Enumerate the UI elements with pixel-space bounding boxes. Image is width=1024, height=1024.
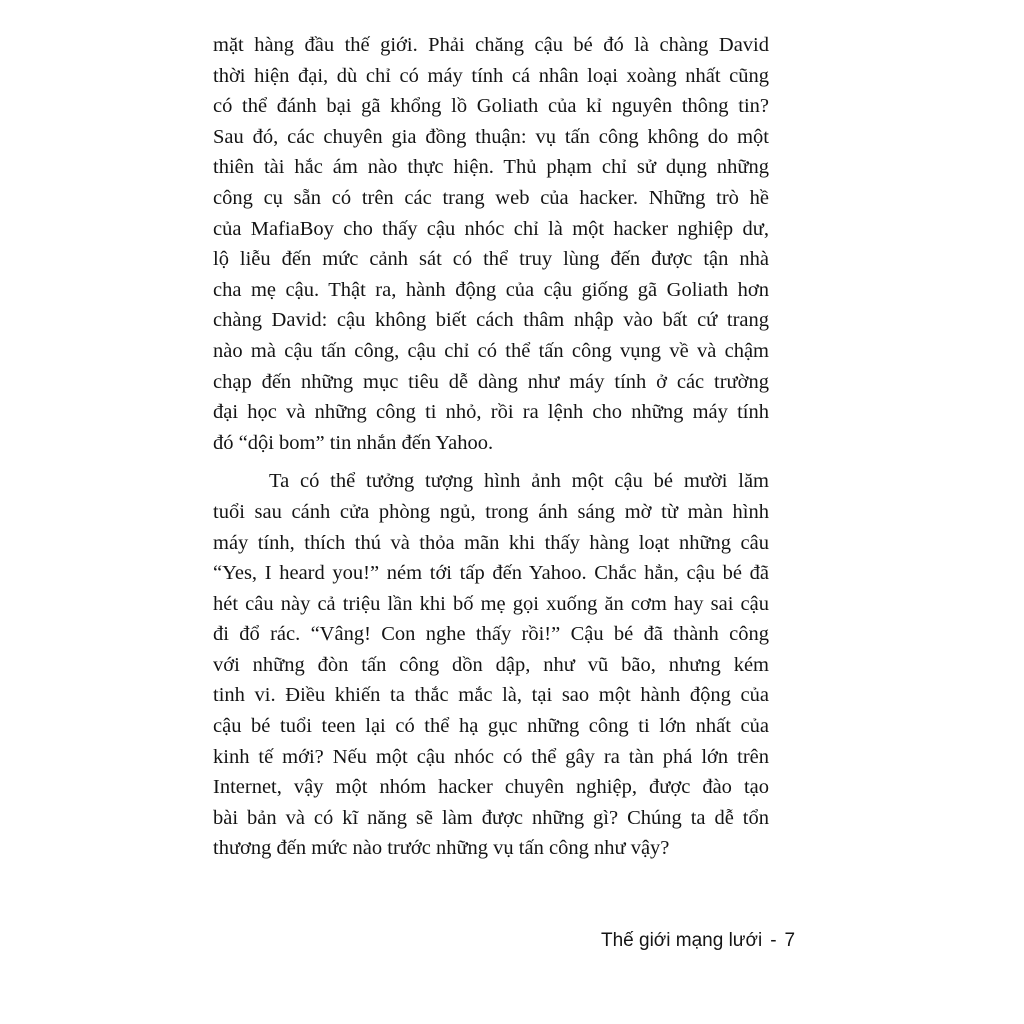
footer-separator: -: [770, 930, 777, 951]
text-line: cha mẹ cậu. Thật ra, hành động của cậu giống gã Goliath hơn: [213, 278, 769, 301]
running-title: Thế giới mạng lưới: [601, 930, 763, 951]
text-line: nào mà cậu tấn công, cậu chỉ có thể tấn công vụng về và chậm: [213, 339, 769, 362]
text-line: cậu bé tuổi teen lại có thể hạ gục những công ti lớn nhất của: [213, 715, 769, 738]
text-line: thời hiện đại, dù chỉ có máy tính cá nhân loại xoàng nhất cũng: [213, 64, 769, 87]
text-line: của MafiaBoy cho thấy cậu nhóc chỉ là một hacker nghiệp dư,: [213, 217, 769, 240]
paragraph-2: [213, 466, 769, 864]
text-line: tinh vi. Điều khiến ta thắc mắc là, tại sao một hành động của: [213, 684, 769, 707]
text-line: thương đến mức nào trước những vụ tấn công như vậy?: [213, 837, 670, 860]
text-line: kinh tế mới? Nếu một cậu nhóc có thể gây ra tàn phá lớn trên: [213, 745, 769, 768]
paragraph-gap: [213, 458, 769, 466]
text-line: Sau đó, các chuyên gia đồng thuận: vụ tấn công không do một: [213, 125, 769, 148]
paragraph-1: [213, 30, 769, 458]
text-line: thiên tài hắc ám nào thực hiện. Thủ phạm chỉ sử dụng những: [213, 156, 769, 179]
text-line: “Yes, I heard you!” ném tới tấp đến Yahoo. Chắc hẳn, cậu bé đã: [213, 562, 769, 585]
text-line: mặt hàng đầu thế giới. Phải chăng cậu bé đó là chàng David: [213, 34, 769, 56]
text-line: bài bản và có kĩ năng sẽ làm được những gì? Chúng ta dễ tổn: [213, 806, 769, 829]
page-footer: [601, 930, 795, 952]
text-line: lộ liễu đến mức cảnh sát có thể truy lùng đến được tận nhà: [213, 248, 769, 271]
text-line: Internet, vậy một nhóm hacker chuyên nghiệp, được đào tạo: [213, 776, 769, 799]
body-text: [213, 30, 769, 864]
text-line: chàng David: cậu không biết cách thâm nhập vào bất cứ trang: [213, 309, 769, 332]
text-line: Ta có thể tưởng tượng hình ảnh một cậu bé mười lăm: [269, 470, 769, 493]
text-line: công cụ sẵn có trên các trang web của hacker. Những trò hề: [213, 186, 769, 209]
text-line: có thể đánh bại gã khổng lồ Goliath của kỉ nguyên thông tin?: [213, 95, 769, 118]
text-line: máy tính, thích thú và thỏa mãn khi thấy hàng loạt những câu: [213, 531, 769, 554]
text-line: tuổi sau cánh cửa phòng ngủ, trong ánh sáng mờ từ màn hình: [213, 500, 769, 523]
text-line: đó “dội bom” tin nhắn đến Yahoo.: [213, 431, 494, 454]
text-line: hét câu này cả triệu lần khi bố mẹ gọi xuống ăn cơm hay sai cậu: [213, 592, 769, 615]
text-line: đại học và những công ti nhỏ, rồi ra lệnh cho những máy tính: [213, 401, 769, 424]
text-line: đi đổ rác. “Vâng! Con nghe thấy rồi!” Cậu bé đã thành công: [213, 623, 769, 646]
text-line: với những đòn tấn công dồn dập, như vũ bão, nhưng kém: [213, 653, 769, 676]
page-number: 7: [784, 930, 796, 951]
text-line: chạp đến những mục tiêu dễ dàng như máy tính ở các trường: [213, 370, 769, 393]
